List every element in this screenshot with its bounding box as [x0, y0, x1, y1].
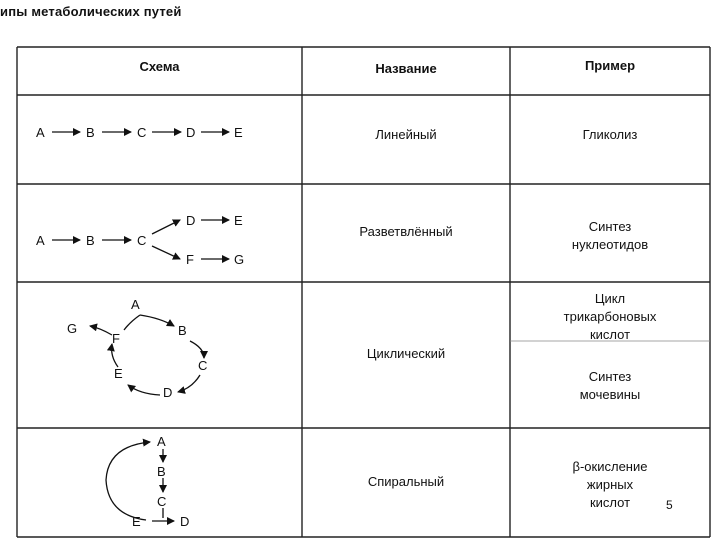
lin-node-c: C [137, 125, 147, 140]
br-node-b: B [86, 233, 95, 248]
cyc-node-f: F [112, 331, 120, 346]
row-name-linear: Линейный [375, 127, 437, 142]
lin-node-b: B [86, 125, 95, 140]
br-node-a: A [36, 233, 45, 248]
cyc-node-c: C [198, 358, 208, 373]
scheme-cyclic [90, 315, 204, 395]
row-example-cycle-tca: Цикл трикарбоновых кислот [563, 291, 657, 342]
page-number: 5 [666, 498, 673, 512]
sp-node-d: D [180, 514, 190, 529]
sp-node-c: C [157, 494, 167, 509]
cyc-node-b: B [178, 323, 187, 338]
cyc-node-a: A [131, 297, 140, 312]
row-example-branched: Синтез нуклеотидов [571, 219, 649, 252]
row-example-urea: Синтез мочевины [579, 369, 641, 402]
br-node-d: D [186, 213, 196, 228]
page-title: ипы метаболических путей [0, 4, 182, 19]
sp-node-b: B [157, 464, 166, 479]
sp-node-a: A [157, 434, 166, 449]
br-node-c: C [137, 233, 147, 248]
lin-node-e: E [234, 125, 243, 140]
scheme-spiral-labels [132, 434, 189, 529]
lin-node-a: A [36, 125, 45, 140]
br-node-f: F [186, 252, 194, 267]
sp-node-e: E [132, 514, 141, 529]
cyc-node-d: D [163, 385, 173, 400]
cyc-node-e: E [114, 366, 123, 381]
scheme-spiral [106, 442, 174, 521]
br-node-e: E [234, 213, 243, 228]
row-example-linear: Гликолиз [582, 127, 638, 142]
scheme-cyclic-labels [67, 297, 207, 400]
row-name-spiral: Спиральный [367, 474, 445, 489]
br-node-g: G [234, 252, 245, 267]
header-example: Пример [584, 58, 636, 73]
lin-node-d: D [186, 125, 196, 140]
header-scheme: Схема [139, 59, 180, 74]
cyc-node-g: G [67, 321, 78, 336]
row-name-branched: Разветвлённый [359, 224, 453, 239]
header-name: Название [375, 61, 437, 76]
row-name-cyclic: Циклический [366, 346, 446, 361]
row-example-spiral: β-окисление жирных кислот [572, 459, 648, 510]
